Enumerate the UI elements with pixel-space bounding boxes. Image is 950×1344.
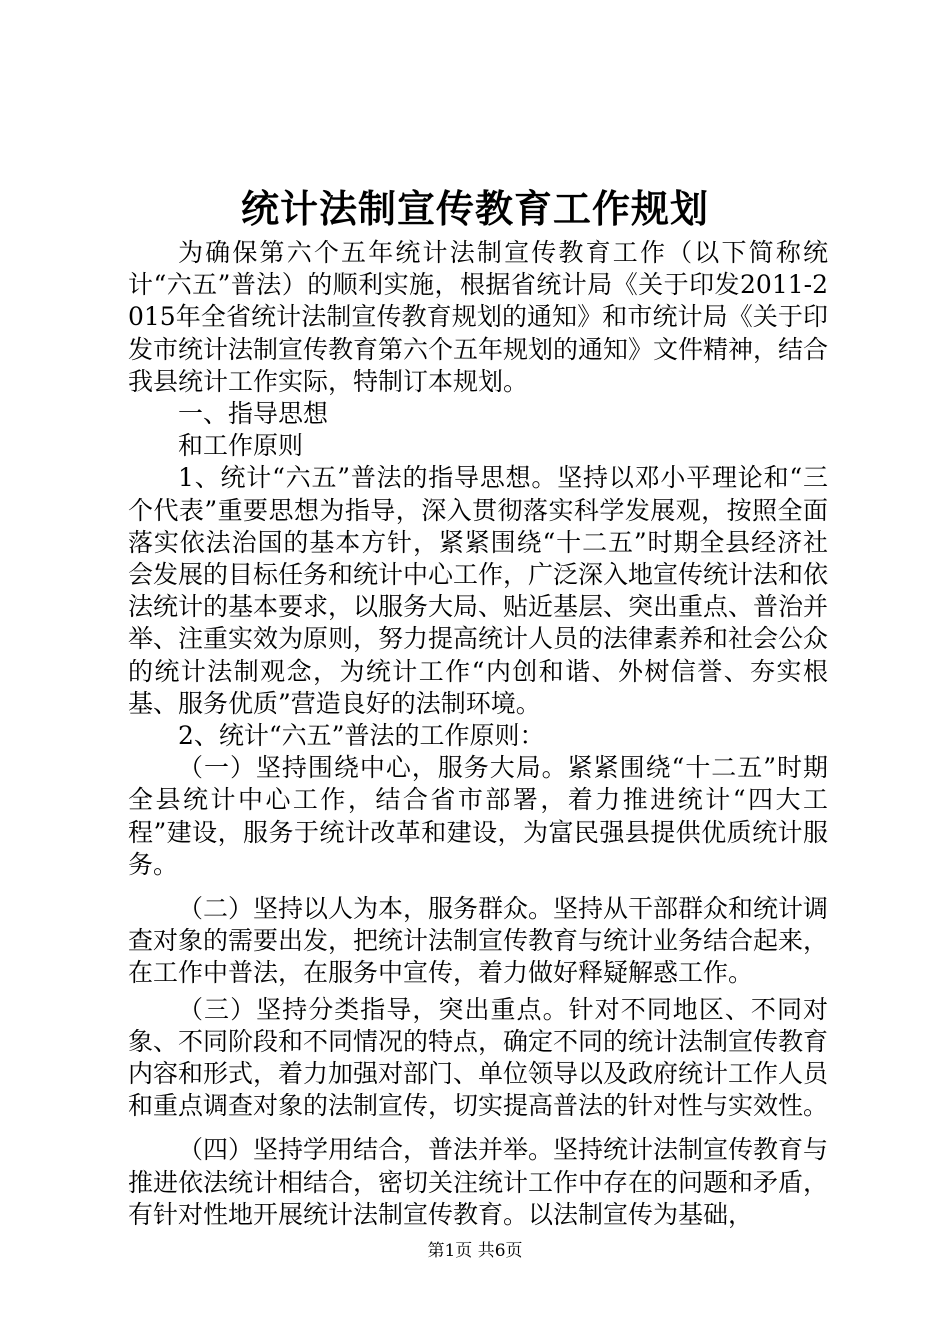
paragraph-principle-3: （三）坚持分类指导，突出重点。针对不同地区、不同对象、不同阶段和不同情况的特点，确定不同的统计法制宣传教育内容和形式，着力加强对部门、单位领导以及政府统计工作人员和重点调查对象的法制宣传，切实提高普法的针对性与实效性。: [128, 994, 829, 1121]
paragraph-intro: 为确保第六个五年统计法制宣传教育工作（以下简称统计“六五”普法）的顺利实施，根据省统计局《关于印发2011-2015年全省统计法制宣传教育规划的通知》和市统计局《关于印发市统计法制宣传教育第六个五年规划的通知》文件精神，结合我县统计工作实际，特制订本规划。: [128, 238, 829, 396]
document-title: 统计法制宣传教育工作规划: [240, 186, 709, 231]
paragraph-principle-2: （二）坚持以人为本，服务群众。坚持从干部群众和统计调查对象的需要出发，把统计法制宣传教育与统计业务结合起来，在工作中普法，在服务中宣传，着力做好释疑解惑工作。: [128, 894, 829, 988]
paragraph-principles-lead: 2、统计“六五”普法的工作原则：: [178, 721, 545, 751]
paragraph-guiding-ideology: 1、统计“六五”普法的指导思想。坚持以邓小平理论和“三个代表”重要思想为指导，深入贯彻落实科学发展观，按照全面落实依法治国的基本方针，紧紧围绕“十二五”时期全县经济社会发展的目标任务和统计中心工作，广泛深入地宣传统计法和依法统计的基本要求，以服务大局、贴近基层、突出重点、普治并举、注重实效为原则，努力提高统计人员的法律素养和社会公众的统计法制观念，为统计工作“内创和谐、外树信誉、夯实根基、服务优质”营造良好的法制环境。: [128, 463, 829, 718]
heading-guiding-ideology: 一、指导思想: [178, 399, 329, 429]
page-number-footer: 第1页 共6页: [427, 1241, 523, 1261]
document-body: [128, 237, 828, 1231]
paragraph-principle-4: （四）坚持学用结合，普法并举。坚持统计法制宣传教育与推进依法统计相结合，密切关注统计工作中存在的问题和矛盾，有针对性地开展统计法制宣传教育。以法制宣传为基础，: [128, 1135, 829, 1229]
heading-working-principles: 和工作原则: [178, 431, 304, 461]
paragraph-principle-1: （一）坚持围绕中心，服务大局。紧紧围绕“十二五”时期全县统计中心工作，结合省市部署，着力推进统计“四大工程”建设，服务于统计改革和建设，为富民强县提供优质统计服务。: [128, 753, 828, 879]
